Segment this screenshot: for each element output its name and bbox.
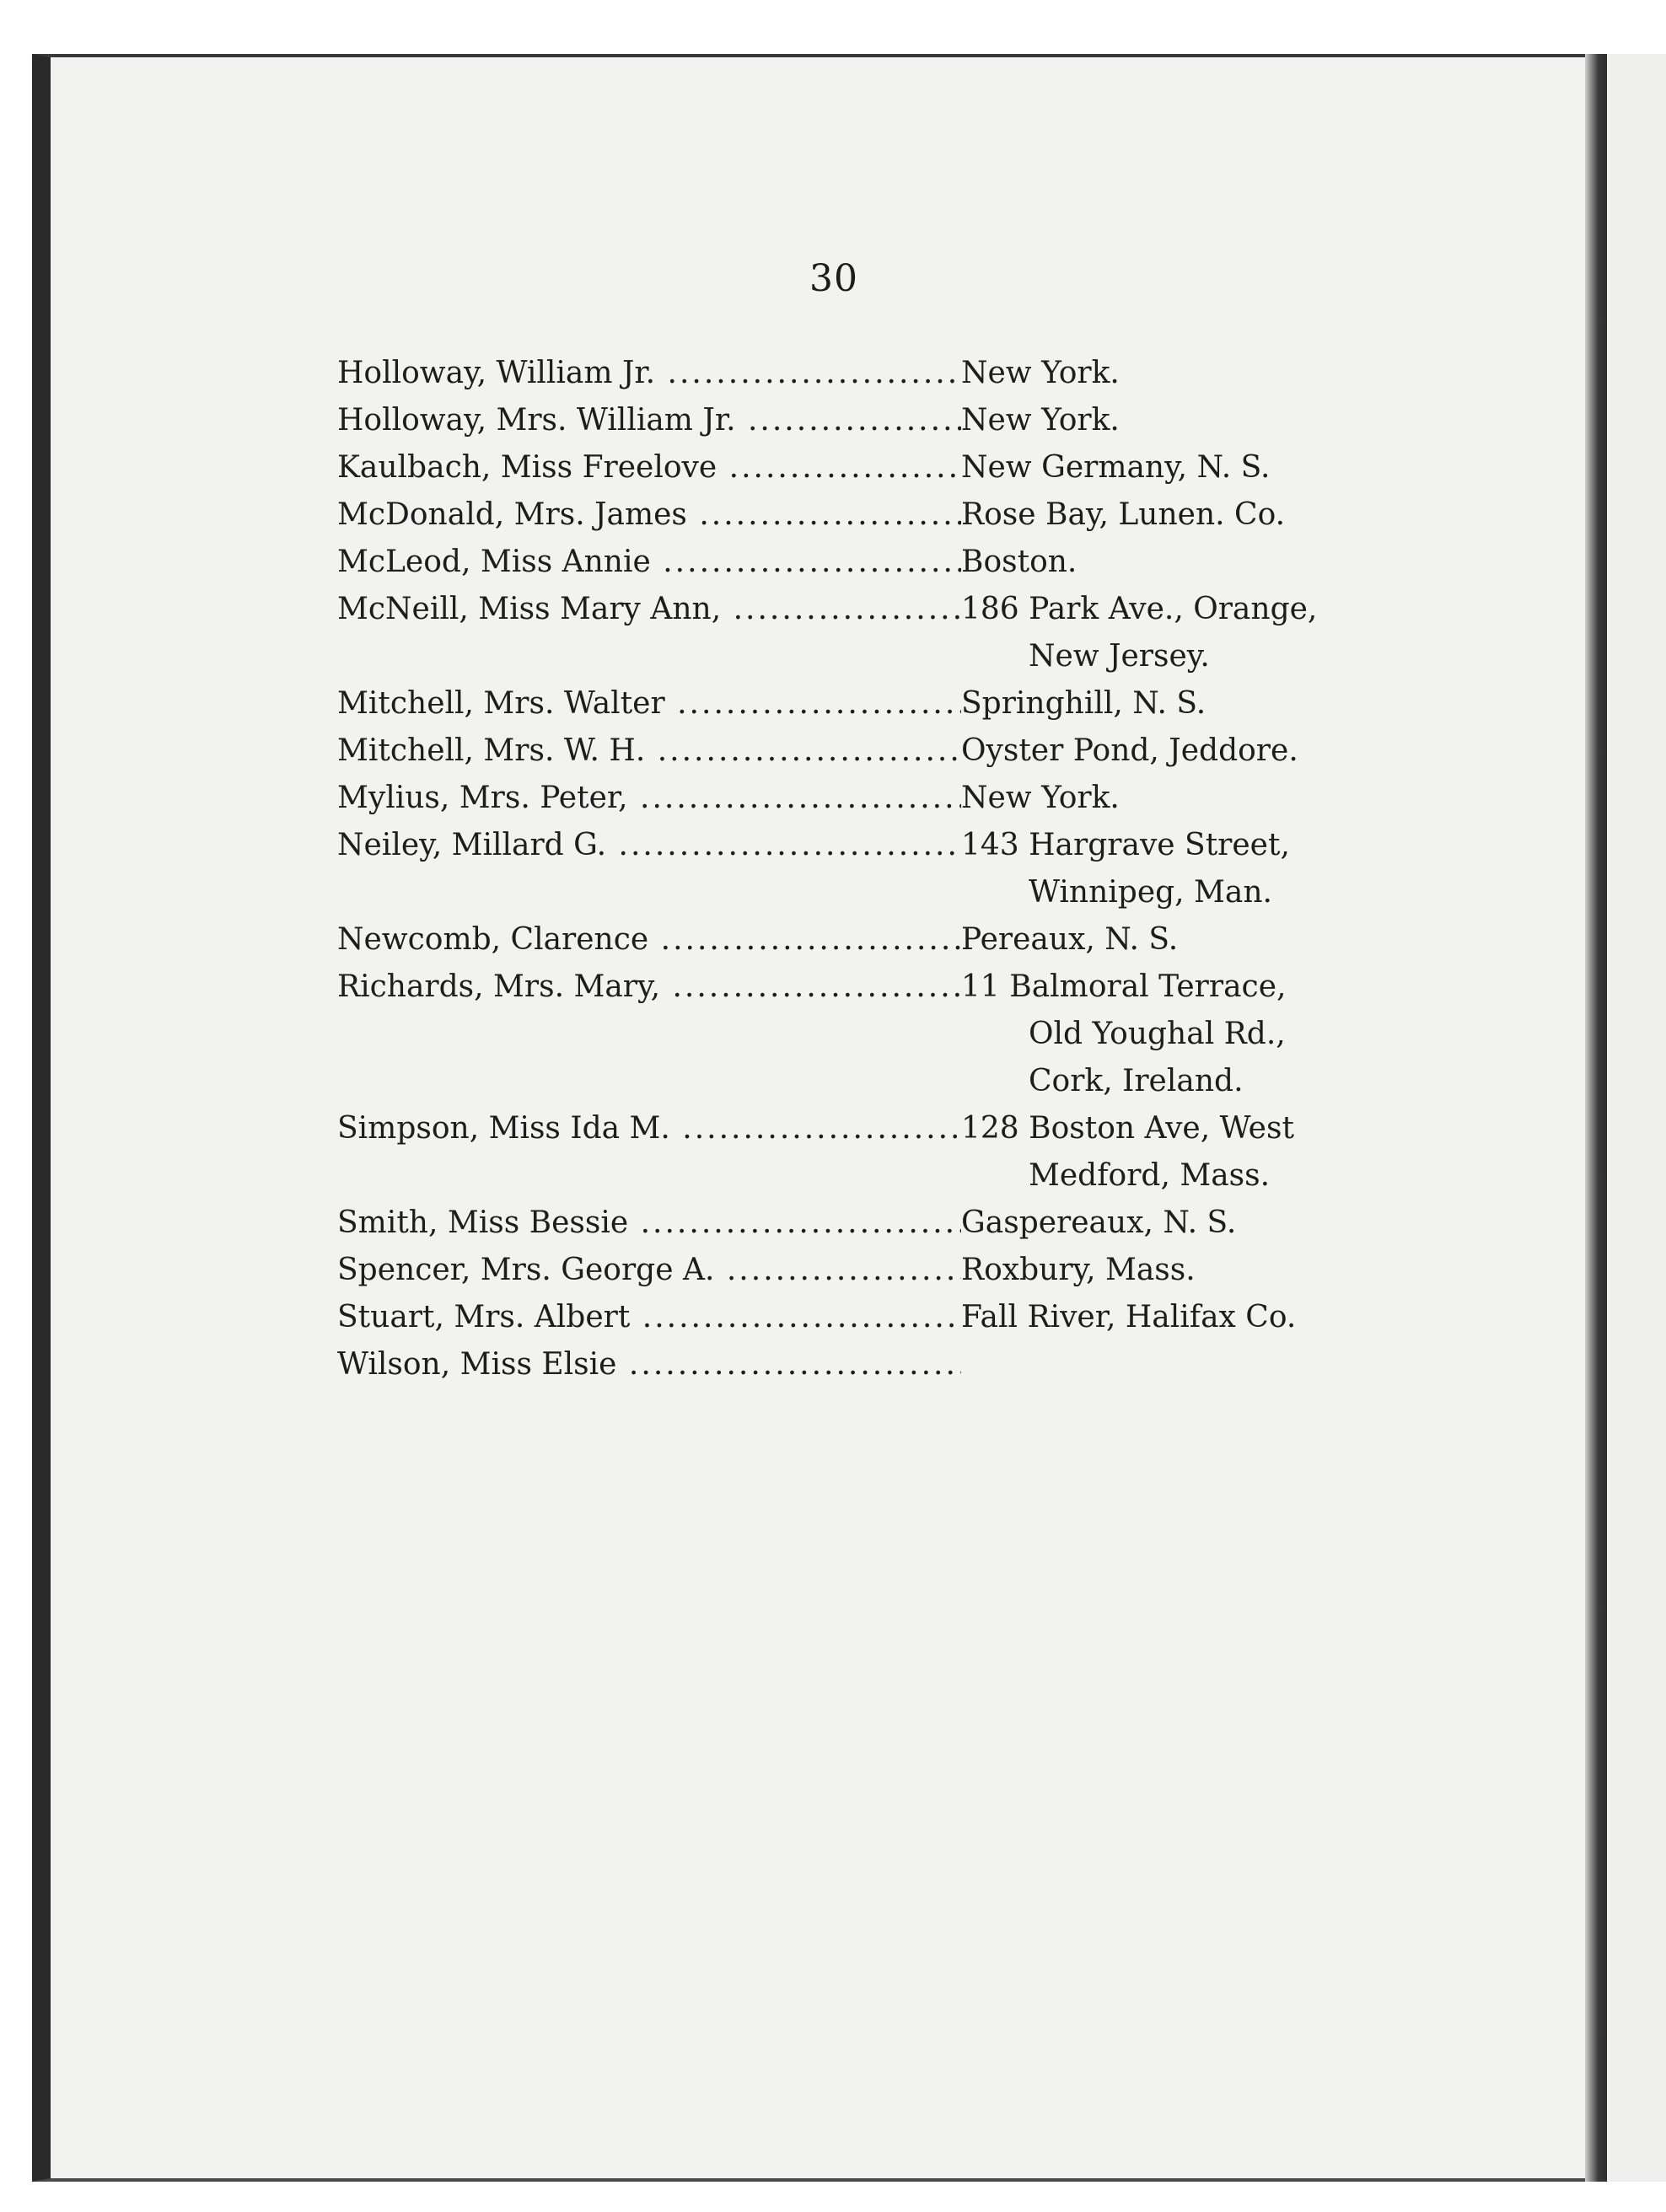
directory-entry — [337, 491, 1467, 539]
entry-location-line: New Jersey. — [1029, 639, 1210, 674]
directory-entry — [337, 1105, 1467, 1200]
page-number: 30 — [809, 257, 858, 300]
entry-location-line: New Germany, N. S. — [961, 450, 1271, 485]
entry-name: Holloway, Mrs. William Jr. ..... — [337, 397, 961, 444]
entry-location-line: Medford, Mass. — [1029, 1158, 1271, 1193]
entry-name: Simpson, Miss Ida M. ..... — [337, 1105, 961, 1152]
entry-location-line: Oyster Pond, Jeddore. — [961, 733, 1298, 768]
entry-location — [961, 1247, 1467, 1294]
page-gutter — [1585, 54, 1607, 2182]
entry-name: Mitchell, Mrs. W. H. ..... — [337, 727, 961, 775]
entry-location-line: Boston. — [961, 545, 1078, 579]
entry-location-line: Fall River, Halifax Co. — [961, 1300, 1297, 1334]
directory-entry — [337, 1341, 1467, 1388]
entry-name: Mitchell, Mrs. Walter ..... — [337, 680, 961, 727]
directory-entry — [337, 1200, 1467, 1247]
entry-name: Smith, Miss Bessie ..... — [337, 1200, 961, 1247]
directory-entry — [337, 822, 1467, 916]
entry-location-line: Cork, Ireland. — [1029, 1064, 1244, 1098]
entry-location — [961, 1200, 1467, 1247]
entry-location-line: 128 Boston Ave, West — [961, 1111, 1294, 1146]
entry-location-line: Rose Bay, Lunen. Co. — [961, 497, 1286, 532]
entry-name: Mylius, Mrs. Peter, ..... — [337, 775, 961, 822]
entry-location — [961, 444, 1467, 491]
entry-name: McNeill, Miss Mary Ann, ..... — [337, 586, 961, 633]
directory-entry — [337, 775, 1467, 822]
directory-entry — [337, 350, 1467, 397]
directory-entry — [337, 680, 1467, 727]
adjacent-page-edge — [1607, 54, 1666, 2182]
entry-name: Holloway, William Jr. ..... — [337, 350, 961, 397]
entry-location — [961, 1105, 1467, 1200]
entry-location — [961, 350, 1467, 397]
entry-name: Stuart, Mrs. Albert ..... — [337, 1294, 961, 1341]
entry-location-line: Old Youghal Rd., — [1029, 1017, 1286, 1051]
directory-entry — [337, 397, 1467, 444]
entry-location — [961, 727, 1467, 775]
entry-location-line: 186 Park Ave., Orange, — [961, 592, 1318, 626]
entry-name: Kaulbach, Miss Freelove ..... — [337, 444, 961, 491]
directory-entry — [337, 1294, 1467, 1341]
directory-entry — [337, 586, 1467, 680]
entry-location-line: New York. — [961, 403, 1120, 438]
directory-list — [337, 350, 1467, 1388]
entry-location-line: 143 Hargrave Street, — [961, 828, 1290, 862]
entry-name: Richards, Mrs. Mary, ..... — [337, 964, 961, 1011]
entry-name: Newcomb, Clarence ..... — [337, 916, 961, 964]
entry-name: Spencer, Mrs. George A. ..... — [337, 1247, 961, 1294]
directory-entry — [337, 1247, 1467, 1294]
entry-location — [961, 1294, 1467, 1341]
directory-entry — [337, 916, 1467, 964]
entry-location-line: New York. — [961, 356, 1120, 390]
entry-location-line: Springhill, N. S. — [961, 686, 1207, 721]
entry-location-line: Gaspereaux, N. S. — [961, 1205, 1237, 1240]
entry-location — [961, 916, 1467, 964]
entry-location — [961, 539, 1467, 586]
entry-name: Neiley, Millard G. ..... — [337, 822, 961, 869]
directory-entry — [337, 964, 1467, 1105]
entry-location-line: Winnipeg, Man. — [1029, 875, 1273, 910]
entry-location — [961, 822, 1467, 916]
entry-location-line: Roxbury, Mass. — [961, 1253, 1196, 1287]
entry-name: Wilson, Miss Elsie ..... — [337, 1341, 961, 1388]
entry-location — [961, 775, 1467, 822]
entry-location-line: New York. — [961, 781, 1120, 815]
entry-location — [961, 680, 1467, 727]
entry-location — [961, 964, 1467, 1105]
directory-entry — [337, 727, 1467, 775]
directory-entry — [337, 539, 1467, 586]
entry-name: McDonald, Mrs. James ..... — [337, 491, 961, 539]
entry-location-line: 11 Balmoral Terrace, — [961, 969, 1287, 1004]
entry-location-line: Pereaux, N. S. — [961, 922, 1179, 957]
entry-name: McLeod, Miss Annie ..... — [337, 539, 961, 586]
entry-location — [961, 586, 1467, 680]
directory-entry — [337, 444, 1467, 491]
entry-location — [961, 491, 1467, 539]
entry-location — [961, 397, 1467, 444]
